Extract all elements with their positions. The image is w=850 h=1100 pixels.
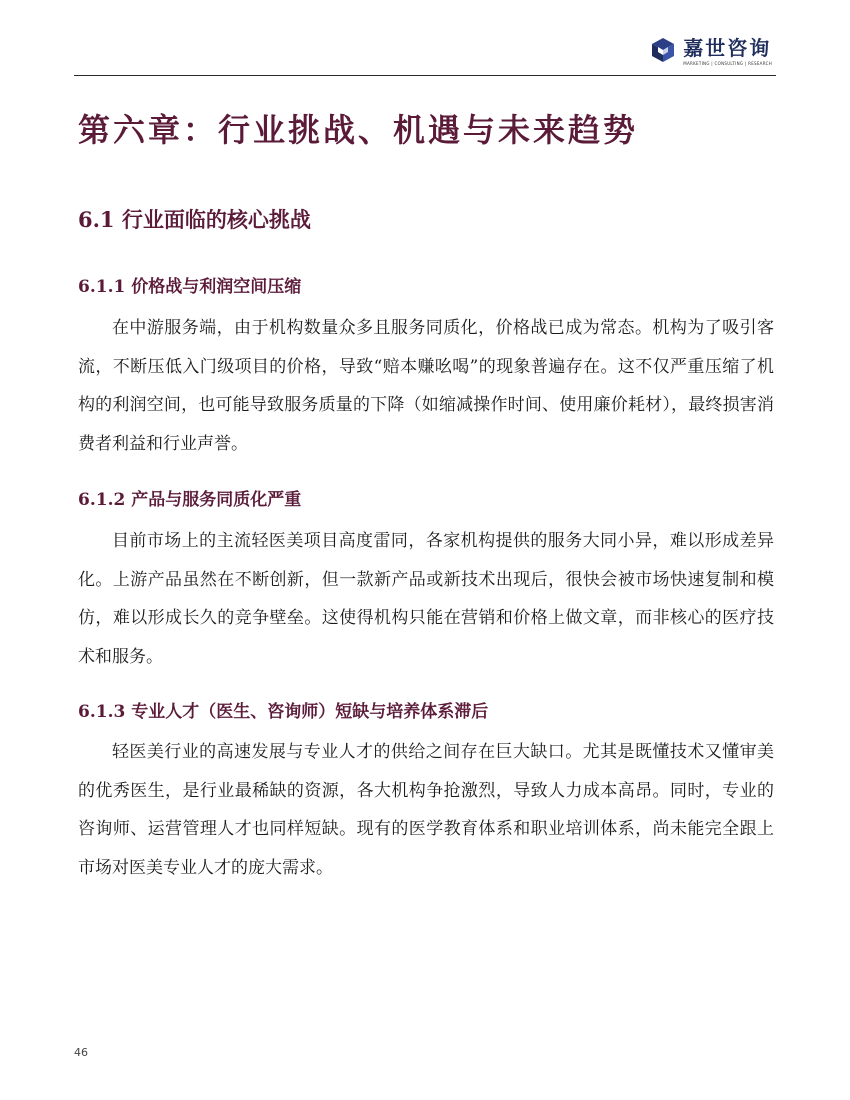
- section-title: 6.1 行业面临的核心挑战: [78, 207, 311, 232]
- subsection-paragraph: 在中游服务端，由于机构数量众多且服务同质化，价格战已成为常态。机构为了吸引客流，不断压低入门级项目的价格，导致“赔本赚吆喝”的现象普遍存在。这不仅严重压缩了机构的利润空间，也可能导致服务质量的下降（如缩减操作时间、使用廉价耗材），最终损害消费者利益和行业声誉。: [78, 318, 774, 454]
- subsection-paragraph: 目前市场上的主流轻医美项目高度雷同，各家机构提供的服务大同小异，难以形成差异化。上游产品虽然在不断创新，但一款新产品或新技术出现后，很快会被市场快速复制和模仿，难以形成长久的竞争壁垒。这使得机构只能在营销和价格上做文章，而非核心的医疗技术和服务。: [78, 531, 774, 667]
- brand-tagline: MARKETING | CONSULTING | RESEARCH: [683, 61, 772, 66]
- jiashi-cube-logo-icon: [649, 36, 677, 64]
- brand-logo: [649, 36, 772, 66]
- chapter-title: 第六章：行业挑战、机遇与未来趋势: [78, 111, 639, 149]
- subsection-title: 6.1.2 产品与服务同质化严重: [78, 490, 302, 510]
- subsection-paragraph: 轻医美行业的高速发展与专业人才的供给之间存在巨大缺口。尤其是既懂技术又懂审美的优秀医生，是行业最稀缺的资源，各大机构争抢激烈，导致人力成本高昂。同时，专业的咨询师、运营管理人才也同样短缺。现有的医学教育体系和职业培训体系，尚未能完全跟上市场对医美专业人才的庞大需求。: [78, 742, 774, 878]
- page-number: 46: [74, 1046, 88, 1059]
- brand-name: 嘉世咨询: [683, 36, 772, 60]
- page-header: [74, 30, 776, 76]
- subsection-title: 6.1.1 价格战与利润空间压缩: [78, 277, 302, 297]
- subsection-title: 6.1.3 专业人才（医生、咨询师）短缺与培养体系滞后: [78, 702, 489, 722]
